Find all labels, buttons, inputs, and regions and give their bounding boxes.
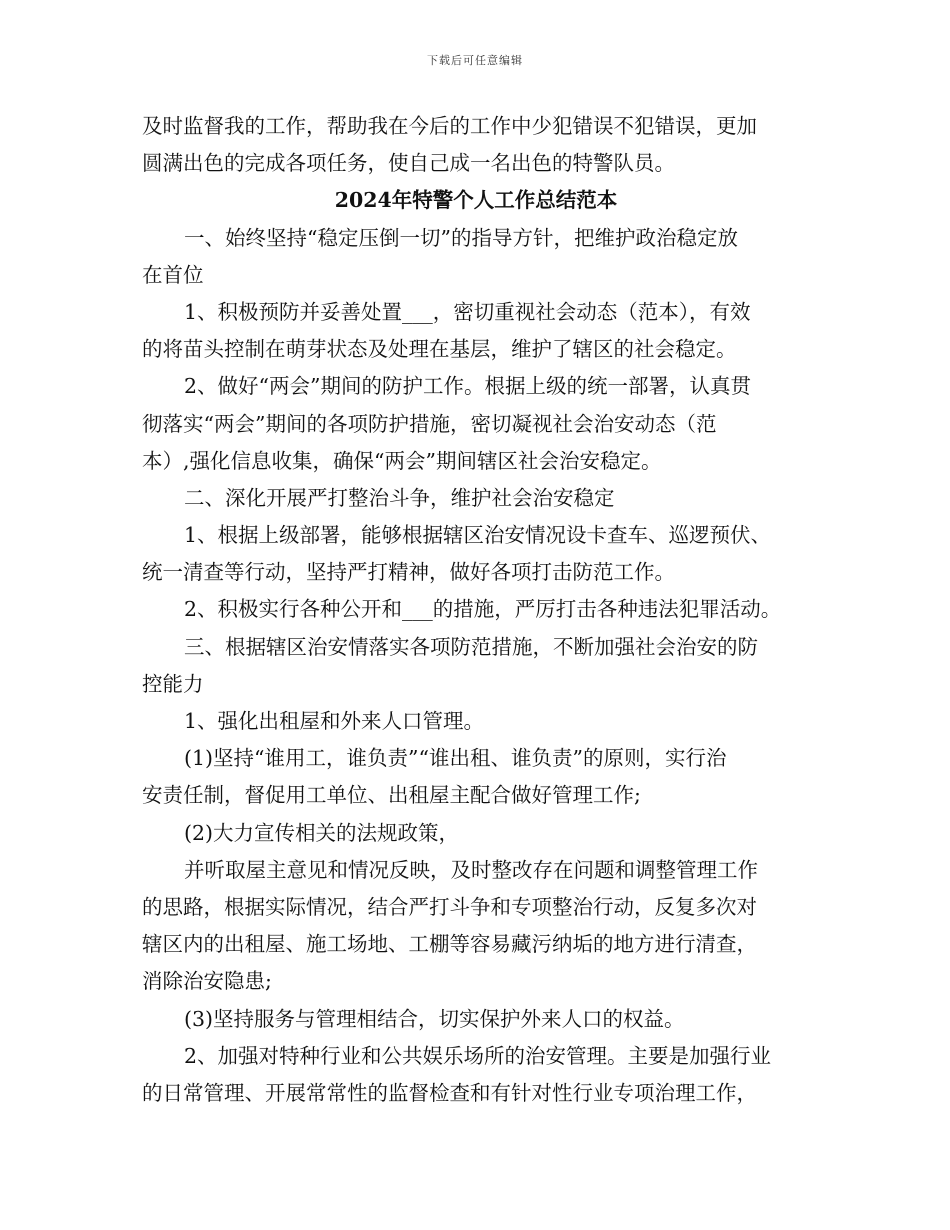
text-line: (1)坚持“谁用工，谁负责”“谁出租、谁负责”的原则，实行治 [184, 746, 727, 771]
text-line: 的将苗头控制在萌芽状态及处理在基层，维护了辖区的社会稳定。 [142, 337, 737, 362]
text-line: 圆满出色的完成各项任务，使自己成一名出色的特警队员。 [142, 151, 675, 176]
text-line: 1、根据上级部署，能够根据辖区治安情况设卡查车、巡逻预伏、 [184, 523, 772, 548]
text-line: 辖区内的出租屋、施工场地、工棚等容易藏污纳垢的地方进行清查， [142, 932, 757, 957]
text-line: 1、积极预防并妥善处置___，密切重视社会动态（范本），有效 [184, 299, 751, 324]
text-line: 彻落实“两会”期间的各项防护措施，密切凝视社会治安动态（范 [142, 411, 717, 436]
text-line: 一、始终坚持“稳定压倒一切”的指导方针，把维护政治稳定放 [184, 225, 738, 250]
text-line: 1、强化出租屋和外来人口管理。 [184, 709, 485, 733]
text-line: 安责任制，督促用工单位、出租屋主配合做好管理工作; [142, 783, 641, 808]
section-title: 2024年特警个人工作总结范本 [334, 188, 618, 213]
text-line: (2)大力宣传相关的法规政策， [184, 820, 460, 845]
section-content [142, 220, 810, 1113]
text-line: (3)坚持服务与管理相结合，切实保护外来人口的权益。 [184, 1006, 685, 1031]
text-line: 在首位 [142, 262, 204, 287]
text-line: 2、加强对特种行业和公共娱乐场所的治安管理。主要是加强行业 [184, 1043, 772, 1068]
text-line: 三、根据辖区治安情落实各项防范措施，不断加强社会治安的防 [184, 634, 758, 659]
text-line: 本）,强化信息收集，确保“两会”期间辖区社会治安稳定。 [142, 448, 662, 473]
page-header: 下载后可任意编辑 [427, 54, 523, 67]
text-line: 消除治安隐患; [142, 969, 272, 994]
text-line: 的日常管理、开展常常性的监督检查和有针对性行业专项治理工作， [142, 1080, 757, 1105]
text-line: 2、积极实行各种公开和___的措施，严厉打击各种违法犯罪活动。 [184, 597, 782, 622]
text-line: 控能力 [142, 671, 204, 696]
text-line: 及时监督我的工作，帮助我在今后的工作中少犯错误不犯错误，更加 [142, 114, 757, 138]
text-line: 2、做好“两会”期间的防护工作。根据上级的统一部署，认真贯 [184, 374, 752, 399]
document-body [142, 108, 810, 1112]
text-line: 并听取屋主意见和情况反映，及时整改存在问题和调整管理工作 [184, 857, 758, 882]
text-line: 二、深化开展严打整治斗争，维护社会治安稳定 [184, 485, 615, 510]
text-line: 统一清查等行动，坚持严打精神，做好各项打击防范工作。 [142, 560, 675, 585]
text-line: 的思路，根据实际情况，结合严打斗争和专项整治行动，反复多次对 [142, 894, 757, 919]
